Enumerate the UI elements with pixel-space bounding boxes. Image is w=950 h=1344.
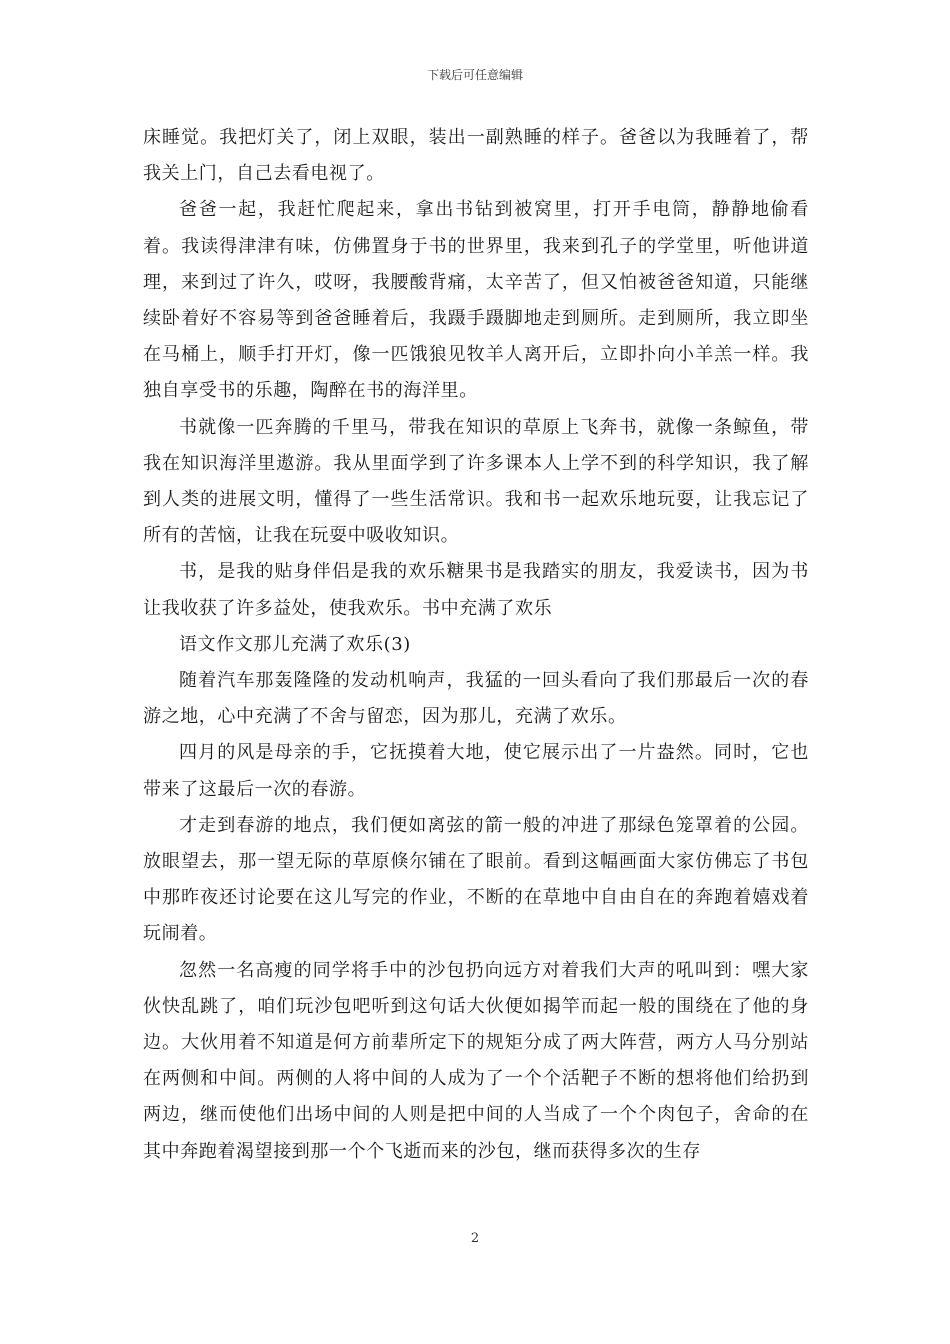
page-number: 2 [470, 1231, 480, 1246]
document-body [143, 120, 809, 1170]
paragraph: 随着汽车那轰隆隆的发动机响声，我猛的一回头看向了我们那最后一次的春游之地，心中充满了不舍与留恋，因为那儿，充满了欢乐。 [143, 670, 809, 728]
paragraph: 忽然一名高瘦的同学将手中的沙包扔向远方对着我们大声的吼叫到：嘿大家伙快乱跳了，咱们玩沙包吧听到这句话大伙便如揭竿而起一般的围绕在了他的身边。大伙用着不知道是何方前辈所定下的规矩分成了两大阵营，两方人马分别站在两侧和中间。两侧的人将中间的人成为了一个个活靶子不断的想将他们给扔到两边，继而使他们出场中间的人则是把中间的人当成了一个个肉包子，舍命的在其中奔跑着渴望接到那一个个飞逝而来的沙包，继而获得多次的生存 [143, 959, 809, 1162]
paragraph: 爸爸一起，我赶忙爬起来，拿出书钻到被窝里，打开手电筒，静静地偷看着。我读得津津有味，仿佛置身于书的世界里，我来到孔子的学堂里，听他讲道理，来到过了许久，哎呀，我腰酸背痛，太辛苦了，但又怕被爸爸知道，只能继续卧着好不容易等到爸爸睡着后，我蹑手蹑脚地走到厕所。走到厕所，我立即坐在马桶上，顺手打开灯，像一匹饿狼见牧羊人离开后，立即扑向小羊羔一样。我独自享受书的乐趣，陶醉在书的海洋里。 [143, 199, 809, 402]
paragraph: 床睡觉。我把灯关了，闭上双眼，装出一副熟睡的样子。爸爸以为我睡着了，帮我关上门，自己去看电视了。 [143, 127, 809, 185]
paragraph: 语文作文那儿充满了欢乐(3) [179, 633, 411, 655]
paragraph: 书，是我的贴身伴侣是我的欢乐糖果书是我踏实的朋友，我爱读书，因为书让我收获了许多益处，使我欢乐。书中充满了欢乐 [143, 561, 809, 619]
paragraph: 才走到春游的地点，我们便如离弦的箭一般的冲进了那绿色笼罩着的公园。放眼望去，那一望无际的草原倏尔铺在了眼前。看到这幅画面大家仿佛忘了书包中那昨夜还讨论要在这儿写完的作业，不断的在草地中自由自在的奔跑着嬉戏着玩闹着。 [143, 814, 809, 945]
page-header: 下载后可任意编辑 [426, 68, 523, 82]
paragraph: 四月的风是母亲的手，它抚摸着大地，使它展示出了一片盎然。同时，它也带来了这最后一次的春游。 [143, 742, 809, 800]
paragraph: 书就像一匹奔腾的千里马，带我在知识的草原上飞奔书，就像一条鲸鱼，带我在知识海洋里遨游。我从里面学到了许多课本人上学不到的科学知识，我了解到人类的进展文明，懂得了一些生活常识。我和书一起欢乐地玩耍，让我忘记了所有的苦恼，让我在玩耍中吸收知识。 [143, 416, 809, 547]
